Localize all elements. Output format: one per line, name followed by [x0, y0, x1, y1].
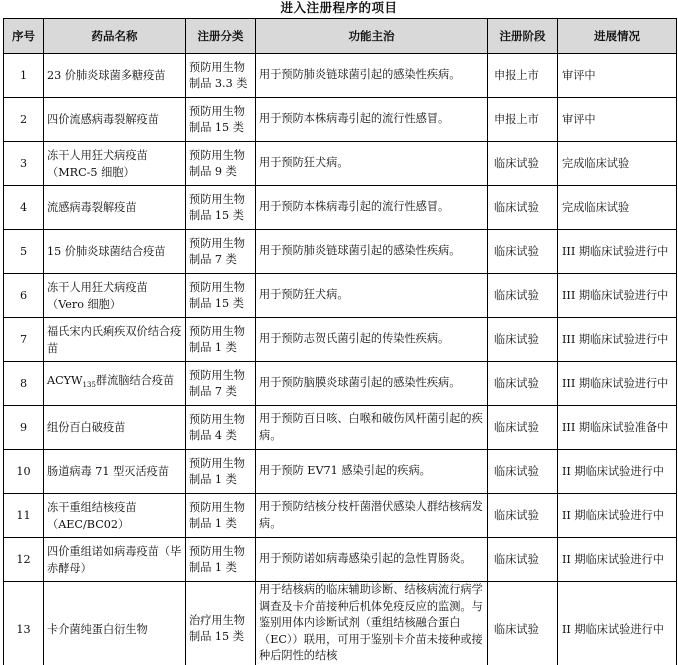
table-header-row [4, 19, 677, 54]
cell-function: 用于预防狂犬病。 [256, 274, 488, 318]
cell-progress: II 期临床试验进行中 [558, 494, 677, 538]
page-title: 进入注册程序的项目 [280, 0, 398, 15]
cell-stage: 申报上市 [488, 54, 558, 98]
projects-table [3, 18, 677, 665]
cell-name: 冻干人用狂犬病疫苗（MRC-5 细胞） [44, 142, 186, 186]
table-row [4, 318, 677, 362]
cell-stage: 临床试验 [488, 494, 558, 538]
cell-function: 用于预防脑膜炎球菌引起的感染性疾病。 [256, 362, 488, 406]
cell-function: 用于预防肺炎链球菌引起的感染性疾病。 [256, 54, 488, 98]
cell-category: 治疗用生物制品 15 类 [186, 582, 256, 665]
name-subscript: 135 [82, 381, 96, 390]
cell-stage: 临床试验 [488, 362, 558, 406]
cell-no: 12 [4, 538, 44, 582]
cell-stage: 临床试验 [488, 318, 558, 362]
cell-function: 用于预防结核分枝杆菌潜伏感染人群结核病发病。 [256, 494, 488, 538]
cell-function: 用于预防狂犬病。 [256, 142, 488, 186]
cell-name: 肠道病毒 71 型灭活疫苗 [44, 450, 186, 494]
cell-no: 9 [4, 406, 44, 450]
cell-category: 预防用生物制品 7 类 [186, 230, 256, 274]
cell-function: 用于预防 EV71 感染引起的疾病。 [256, 450, 488, 494]
cell-stage: 临床试验 [488, 230, 558, 274]
cell-progress: III 期临床试验进行中 [558, 362, 677, 406]
table-row [4, 230, 677, 274]
cell-progress: 完成临床试验 [558, 142, 677, 186]
cell-no: 10 [4, 450, 44, 494]
cell-no: 13 [4, 582, 44, 665]
cell-progress: III 期临床试验准备中 [558, 406, 677, 450]
cell-progress: III 期临床试验进行中 [558, 274, 677, 318]
cell-no: 1 [4, 54, 44, 98]
table-row [4, 362, 677, 406]
header-category: 注册分类 [186, 19, 256, 54]
cell-stage: 临床试验 [488, 582, 558, 665]
cell-no: 6 [4, 274, 44, 318]
cell-name: 23 价肺炎球菌多糖疫苗 [44, 54, 186, 98]
cell-progress: II 期临床试验进行中 [558, 450, 677, 494]
cell-no: 11 [4, 494, 44, 538]
cell-category: 预防用生物制品 1 类 [186, 494, 256, 538]
cell-name: 组份百白破疫苗 [44, 406, 186, 450]
cell-name: 福氏宋内氏痢疾双价结合疫苗 [44, 318, 186, 362]
cell-name [44, 362, 186, 406]
cell-category: 预防用生物制品 7 类 [186, 362, 256, 406]
cell-progress: II 期临床试验进行中 [558, 538, 677, 582]
table-row [4, 538, 677, 582]
table-row [4, 582, 677, 665]
cell-category: 预防用生物制品 3.3 类 [186, 54, 256, 98]
cell-category: 预防用生物制品 1 类 [186, 538, 256, 582]
header-no: 序号 [4, 19, 44, 54]
cell-stage: 临床试验 [488, 186, 558, 230]
cell-stage: 临床试验 [488, 142, 558, 186]
cell-category: 预防用生物制品 15 类 [186, 186, 256, 230]
cell-stage: 临床试验 [488, 538, 558, 582]
table-row [4, 142, 677, 186]
cell-name: 15 价肺炎球菌结合疫苗 [44, 230, 186, 274]
cell-name: 冻干人用狂犬病疫苗（Vero 细胞） [44, 274, 186, 318]
cell-no: 7 [4, 318, 44, 362]
table-row [4, 274, 677, 318]
cell-name: 卡介菌纯蛋白衍生物 [44, 582, 186, 665]
cell-progress: 审评中 [558, 54, 677, 98]
table-row [4, 494, 677, 538]
cell-progress: II 期临床试验进行中 [558, 582, 677, 665]
header-name: 药品名称 [44, 19, 186, 54]
cell-stage: 临床试验 [488, 274, 558, 318]
cell-stage: 申报上市 [488, 98, 558, 142]
table-row [4, 98, 677, 142]
cell-name: 四价重组诺如病毒疫苗（毕赤酵母） [44, 538, 186, 582]
cell-progress: III 期临床试验进行中 [558, 230, 677, 274]
cell-function: 用于预防百日咳、白喉和破伤风杆菌引起的疾病。 [256, 406, 488, 450]
name-rest: 群流脑结合疫苗 [95, 374, 175, 388]
cell-no: 2 [4, 98, 44, 142]
table-row [4, 406, 677, 450]
cell-no: 8 [4, 362, 44, 406]
cell-name: 冻干重组结核疫苗（AEC/BC02） [44, 494, 186, 538]
cell-name: 流感病毒裂解疫苗 [44, 186, 186, 230]
header-progress: 进展情况 [558, 19, 677, 54]
cell-category: 预防用生物制品 1 类 [186, 318, 256, 362]
cell-category: 预防用生物制品 15 类 [186, 98, 256, 142]
cell-function: 用于预防本株病毒引起的流行性感冒。 [256, 98, 488, 142]
cell-no: 4 [4, 186, 44, 230]
cell-stage: 临床试验 [488, 406, 558, 450]
table-row [4, 450, 677, 494]
cell-progress: 审评中 [558, 98, 677, 142]
cell-name: 四价流感病毒裂解疫苗 [44, 98, 186, 142]
cell-category: 预防用生物制品 4 类 [186, 406, 256, 450]
cell-category: 预防用生物制品 1 类 [186, 450, 256, 494]
cell-progress: III 期临床试验进行中 [558, 318, 677, 362]
header-stage: 注册阶段 [488, 19, 558, 54]
name-main: ACYW [47, 374, 83, 388]
table-row [4, 54, 677, 98]
cell-category: 预防用生物制品 9 类 [186, 142, 256, 186]
header-function: 功能主治 [256, 19, 488, 54]
table-row [4, 186, 677, 230]
cell-function: 用于预防本株病毒引起的流行性感冒。 [256, 186, 488, 230]
cell-function: 用于结核病的临床辅助诊断、结核病流行病学调查及卡介苗接种后机体免疫反应的监测。与鉴别用体内诊断试剂（重组结核融合蛋白（EC））联用，可用于鉴别卡介苗未接种或接种后阴性的结核 [256, 582, 488, 665]
cell-function: 用于预防肺炎链球菌引起的感染性疾病。 [256, 230, 488, 274]
cell-no: 5 [4, 230, 44, 274]
cell-progress: 完成临床试验 [558, 186, 677, 230]
cell-no: 3 [4, 142, 44, 186]
cell-stage: 临床试验 [488, 450, 558, 494]
cell-function: 用于预防志贺氏菌引起的传染性疾病。 [256, 318, 488, 362]
cell-function: 用于预防诺如病毒感染引起的急性胃肠炎。 [256, 538, 488, 582]
cell-category: 预防用生物制品 15 类 [186, 274, 256, 318]
